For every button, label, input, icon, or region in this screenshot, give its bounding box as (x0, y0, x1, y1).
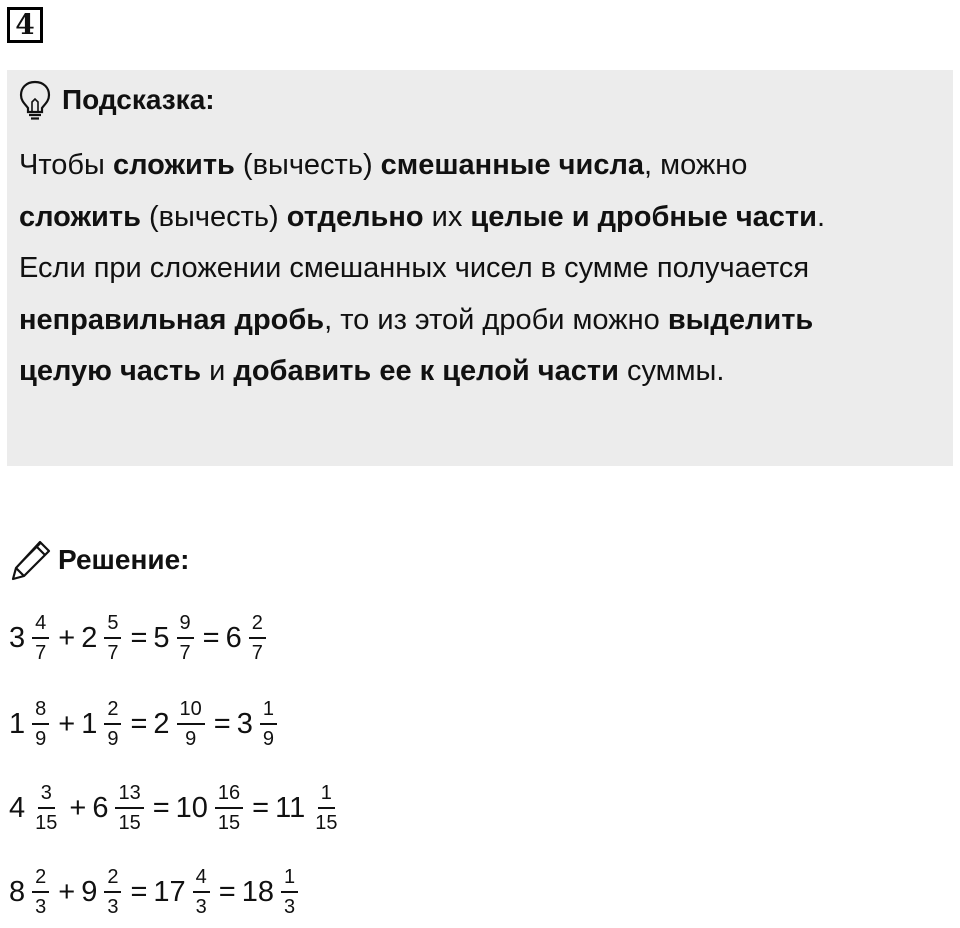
numerator: 13 (115, 781, 143, 809)
task-number: 4 (7, 7, 43, 43)
hint-header (18, 80, 215, 120)
fraction (177, 611, 194, 665)
pencil-icon (10, 539, 52, 581)
denominator: 7 (179, 642, 191, 664)
operator: + (58, 621, 76, 654)
hint-line (19, 346, 939, 398)
denominator: 7 (251, 642, 263, 664)
hint-bold-text: выделить (667, 303, 814, 336)
fraction (32, 865, 49, 919)
hint-line (19, 140, 939, 192)
denominator: 7 (107, 642, 119, 664)
denominator: 9 (262, 728, 274, 750)
hint-title: Подсказка: (62, 84, 215, 115)
whole-part: 1 (9, 707, 26, 740)
hint-text-run: и (201, 355, 234, 387)
mixed-number (81, 697, 124, 751)
whole-part: 6 (225, 621, 242, 654)
whole-part: 11 (275, 791, 306, 824)
whole-part: 18 (241, 875, 274, 908)
mixed-number (153, 611, 196, 665)
numerator: 8 (32, 697, 49, 725)
hint-line (19, 295, 939, 347)
operator: + (69, 791, 87, 824)
mixed-number (153, 697, 207, 751)
mixed-number (81, 865, 124, 919)
hint-bold-text: целые и дробные части (470, 200, 817, 233)
numerator: 2 (104, 697, 121, 725)
denominator: 9 (35, 728, 47, 750)
operator: = (252, 791, 270, 824)
numerator: 16 (215, 781, 243, 809)
mixed-number (242, 865, 301, 919)
denominator: 9 (185, 728, 197, 750)
denominator: 3 (195, 896, 207, 918)
solution-header (10, 538, 189, 582)
fraction (104, 697, 121, 751)
mixed-number (9, 697, 52, 751)
whole-part: 2 (153, 707, 170, 740)
fraction (115, 781, 143, 835)
denominator: 3 (284, 896, 296, 918)
hint-bold-text: смешанные числа (380, 149, 645, 181)
hint-line (19, 243, 939, 295)
numerator: 1 (260, 697, 277, 725)
fraction (32, 697, 49, 751)
fraction (32, 611, 49, 665)
hint-bold-text: целую часть (19, 355, 202, 387)
whole-part: 1 (81, 707, 98, 740)
mixed-number (81, 611, 124, 665)
equation-row (9, 694, 280, 754)
fraction (177, 697, 205, 751)
numerator: 9 (177, 611, 194, 639)
equation-row (9, 608, 269, 668)
whole-part: 3 (236, 707, 253, 740)
hint-text (19, 140, 939, 398)
lightbulb-icon (18, 80, 52, 120)
mixed-number (226, 611, 269, 665)
numerator: 2 (104, 865, 121, 893)
whole-part: 6 (92, 791, 109, 824)
whole-part: 17 (153, 875, 186, 908)
numerator: 1 (318, 781, 335, 809)
mixed-number (275, 781, 343, 835)
solution-title: Решение: (58, 544, 190, 575)
fraction (215, 781, 243, 835)
denominator: 3 (35, 896, 47, 918)
hint-text-run: суммы. (618, 355, 725, 387)
operator: = (130, 875, 148, 908)
denominator: 15 (315, 812, 338, 834)
mixed-number (9, 781, 63, 835)
numerator: 2 (249, 611, 266, 639)
denominator: 15 (118, 812, 141, 834)
mixed-number (176, 781, 247, 835)
operator: = (152, 791, 170, 824)
whole-part: 5 (153, 621, 170, 654)
equation-row (9, 862, 301, 922)
whole-part: 8 (9, 875, 26, 908)
hint-text-run: их (423, 200, 471, 233)
hint-bold-text: неправильная дробь (19, 303, 325, 336)
operator: + (58, 875, 76, 908)
hint-text-run: , можно (644, 149, 748, 181)
hint-text-run: (вычесть) (140, 200, 287, 233)
equation-row (9, 778, 343, 838)
mixed-number (153, 865, 212, 919)
mixed-number (237, 697, 280, 751)
mixed-number (9, 865, 52, 919)
fraction (104, 865, 121, 919)
operator: = (130, 621, 148, 654)
denominator: 7 (35, 642, 47, 664)
whole-part: 2 (81, 621, 98, 654)
operator: = (213, 707, 231, 740)
numerator: 4 (32, 611, 49, 639)
denominator: 3 (107, 896, 119, 918)
denominator: 9 (107, 728, 119, 750)
fraction (281, 865, 298, 919)
hint-line (19, 192, 939, 244)
whole-part: 9 (81, 875, 98, 908)
fraction (104, 611, 121, 665)
hint-bold-text: сложить (19, 200, 141, 233)
mixed-number (92, 781, 146, 835)
numerator: 1 (281, 865, 298, 893)
hint-text-run: . (816, 200, 826, 233)
fraction (193, 865, 210, 919)
numerator: 2 (32, 865, 49, 893)
fraction (249, 611, 266, 665)
hint-text-run: Если при сложении смешанных чисел в сумме получается (19, 252, 810, 284)
operator: = (218, 875, 236, 908)
whole-part: 10 (175, 791, 208, 824)
denominator: 15 (35, 812, 58, 834)
whole-part: 4 (9, 791, 26, 824)
fraction (260, 697, 277, 751)
numerator: 5 (104, 611, 121, 639)
hint-bold-text: отдельно (286, 200, 424, 233)
numerator: 3 (38, 781, 55, 809)
denominator: 15 (217, 812, 241, 834)
fraction (312, 781, 340, 835)
numerator: 4 (193, 865, 210, 893)
hint-bold-text: сложить (112, 149, 235, 181)
hint-bold-text: добавить ее к целой части (233, 355, 619, 387)
hint-text-run: , то из этой дроби можно (324, 303, 668, 336)
mixed-number (9, 611, 52, 665)
hint-text-run: (вычесть) (234, 149, 381, 181)
hint-text-run: Чтобы (19, 149, 113, 181)
fraction (32, 781, 60, 835)
operator: = (202, 621, 220, 654)
operator: + (58, 707, 76, 740)
whole-part: 3 (9, 621, 26, 654)
operator: = (130, 707, 148, 740)
numerator: 10 (177, 697, 205, 725)
